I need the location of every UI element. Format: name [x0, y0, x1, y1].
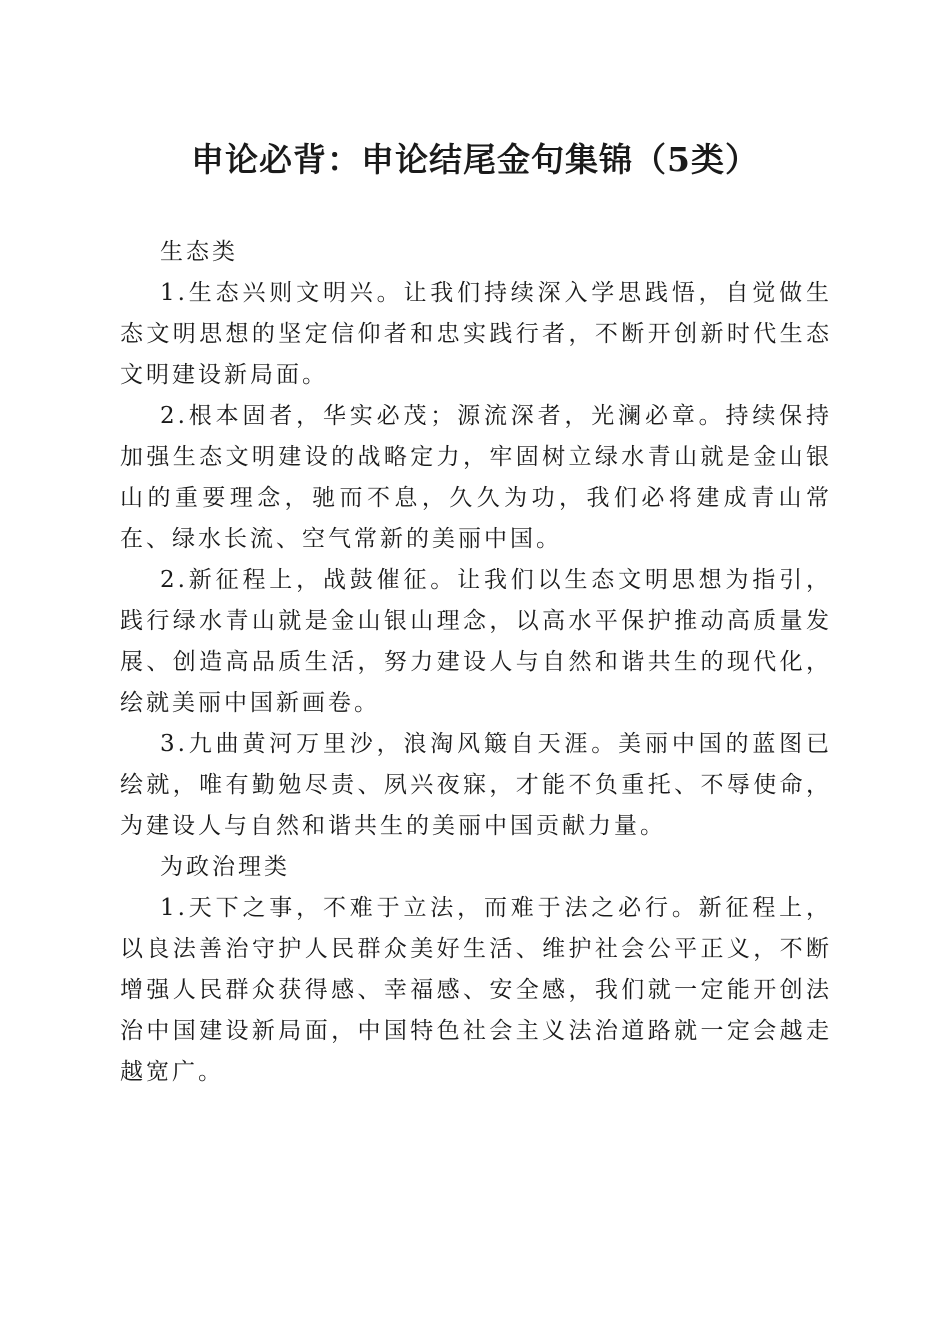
paragraph: 3.九曲黄河万里沙，浪淘风簸自天涯。美丽中国的蓝图已绘就，唯有勤勉尽责、夙兴夜寐，才能不负重托、不辱使命，为建设人与自然和谐共生的美丽中国贡献力量。	[120, 731, 832, 839]
document-title: 申论必背：申论结尾金句集锦（5类）	[191, 140, 759, 179]
paragraph: 2.新征程上，战鼓催征。让我们以生态文明思想为指引，践行绿水青山就是金山银山理念，以高水平保护推动高质量发展、创造高品质生活，努力建设人与自然和谐共生的现代化，绘就美丽中国新画卷。	[120, 567, 832, 716]
document-body	[120, 232, 832, 1093]
section-heading-ecology: 生态类	[160, 239, 238, 265]
paragraph: 2.根本固者，华实必茂；源流深者，光澜必章。持续保持加强生态文明建设的战略定力，牢固树立绿水青山就是金山银山的重要理念，驰而不息，久久为功，我们必将建成青山常在、绿水长流、空气常新的美丽中国。	[120, 403, 832, 552]
section-heading-governance: 为政治理类	[160, 854, 290, 880]
paragraph: 1.生态兴则文明兴。让我们持续深入学思践悟，自觉做生态文明思想的坚定信仰者和忠实践行者，不断开创新时代生态文明建设新局面。	[120, 280, 832, 388]
paragraph: 1.天下之事，不难于立法，而难于法之必行。新征程上，以良法善治守护人民群众美好生活、维护社会公平正义，不断增强人民群众获得感、幸福感、安全感，我们就一定能开创法治中国建设新局面，中国特色社会主义法治道路就一定会越走越宽广。	[120, 895, 832, 1085]
